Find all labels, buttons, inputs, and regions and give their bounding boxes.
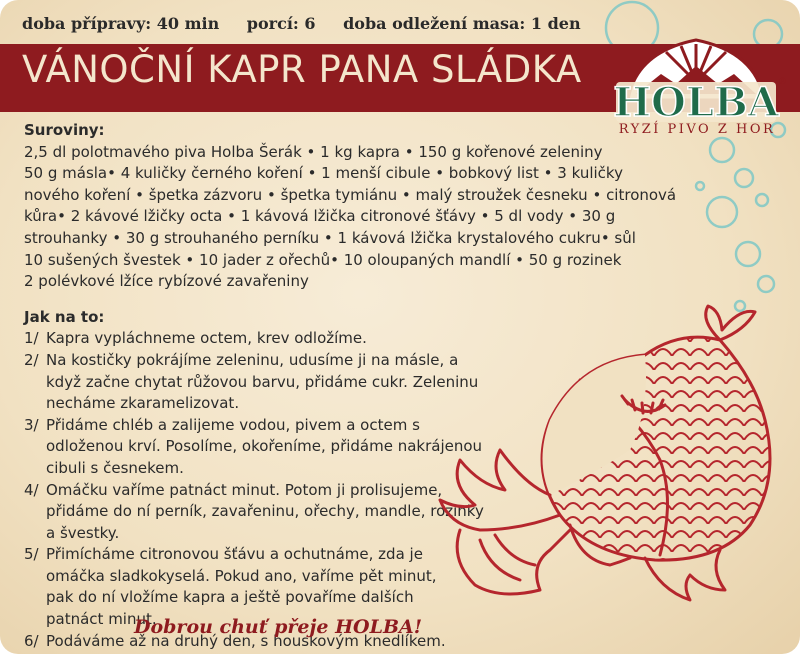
- ingredient-line: nového koření • špetka zázvoru • špetka tymiánu • malý stroužek česneku • citronová: [24, 185, 677, 204]
- ingredient-line: 2 polévkové lžíce rybízové zavařeniny: [24, 272, 309, 291]
- svg-text:HOLBA: HOLBA: [613, 79, 779, 126]
- ingredient-line: kůra• 2 kávové lžičky octa • 1 kávová lžička citronové šťávy • 5 dl vody • 30 g: [24, 207, 616, 226]
- recipe-meta: [22, 14, 603, 33]
- step-item: 6/ Podáváme až na druhý den, s houskovým knedlíkem.: [24, 631, 446, 650]
- step-item: 1/ Kapra vypláchneme octem, krev odložíme.: [24, 329, 367, 348]
- ingredient-line: 2,5 dl polotmavého piva Holba Šerák • 1 kg kapra • 150 g kořenové zeleniny: [24, 142, 603, 161]
- ingredient-line: 10 sušených švestek • 10 jader z ořechů• 10 oloupaných mandlí • 50 g rozinek: [24, 250, 622, 269]
- ingredients-heading: Suroviny:: [24, 121, 105, 139]
- recipe-title: VÁNOČNÍ KAPR PANA SLÁDKA: [22, 48, 582, 91]
- ingredient-line: strouhanky • 30 g strouhaného perníku • 1 kávová lžička krystalového cukru• sůl: [24, 228, 636, 247]
- carp-illustration-icon: [420, 300, 800, 630]
- ingredients-list: [24, 142, 677, 293]
- servings: porcí: 6: [246, 14, 316, 33]
- step-item: 5/ Přimícháme citronovou šťávu a ochutnáme, zda je omáčka sladkokyselá. Pokud ano, vaříme pět minut, pak do ní vložíme kapra a ještě povaříme dalších patnáct minut.: [24, 545, 437, 629]
- steps-heading: Jak na to:: [24, 307, 105, 326]
- step-item: 2/ Na kostičky pokrájíme zeleninu, udusíme ji na másle, a když začne chytat růžovou barvu, přidáme cukr. Zeleninu necháme zkaramelizovat.: [24, 350, 479, 413]
- closing-greeting: Dobrou chuť přeje HOLBA!: [134, 616, 423, 638]
- brand-tagline: RYZÍ PIVO Z HOR: [618, 122, 776, 137]
- step-item: 3/ Přidáme chléb a zalijeme vodou, pivem a octem s odloženou krví. Posolíme, okořeníme, přidáme nakrájenou cibuli s česnekem.: [24, 415, 483, 477]
- svg-text:®: ®: [778, 77, 787, 87]
- ingredient-line: 50 g másla• 4 kuličky černého koření • 1 menší cibule • bobkový list • 3 kuličky: [24, 164, 623, 183]
- step-item: 4/ Omáčku vaříme patnáct minut. Potom ji prolisujeme, přidáme do ní perník, zavařeninu, ořechy, mandle, rozinky a švestky.: [24, 480, 484, 542]
- rest-time: doba odležení masa: 1 den: [343, 14, 581, 33]
- prep-time: doba přípravy: 40 min: [22, 14, 220, 33]
